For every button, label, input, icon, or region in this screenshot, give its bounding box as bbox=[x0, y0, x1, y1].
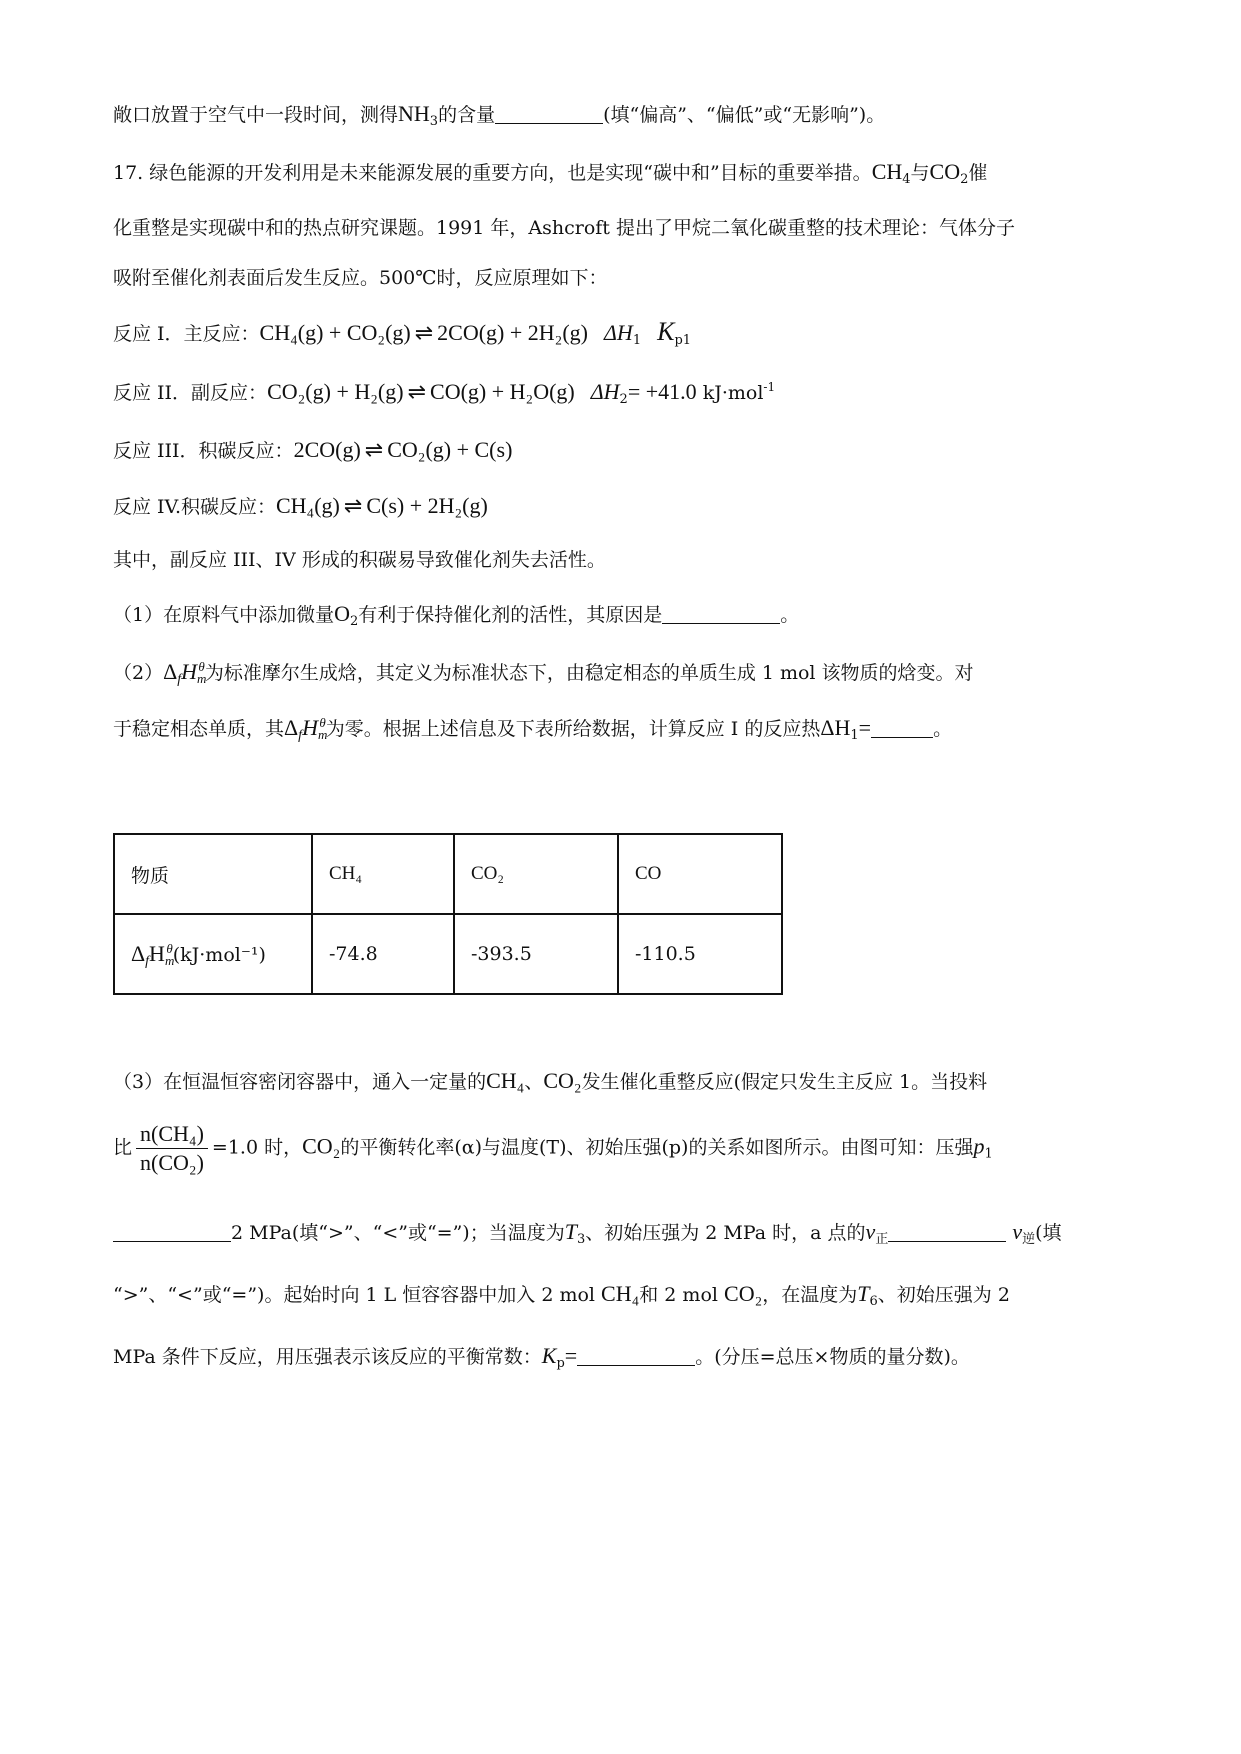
table-header-ch4: CH₄ bbox=[312, 834, 454, 914]
reaction-1: 反应 I．主反应：CH₄(g) + CO₂(g) ⇌ 2CO(g) + 2H₂(g) $\Delta H_1$ $K_{p1}$ bbox=[113, 317, 692, 348]
answer-blank[interactable] bbox=[495, 103, 603, 124]
answer-blank[interactable] bbox=[871, 717, 933, 738]
answer-blank[interactable] bbox=[577, 1345, 695, 1366]
answer-blank[interactable] bbox=[662, 603, 780, 624]
table-row-label: $\Delta_fH_m^\theta(kJ\cdot mol^{-1})$ bbox=[114, 914, 312, 994]
part-2-line-1: $(2)\Delta_fH_m^\theta$为标准摩尔生成焓，其定义为标准状态下，由稳定相态的单质生成 1 mol 该物质的焓变。对 bbox=[113, 659, 974, 687]
table-header-co: CO bbox=[618, 834, 782, 914]
part-3-line-1: （3）在恒温恒容密闭容器中，通入一定量的CH₄、CO₂发生催化重整反应(假定只发生主反应 1。当投料 bbox=[113, 1068, 988, 1093]
table-cell-ch4: -74.8 bbox=[312, 914, 454, 994]
reaction-4: 反应 IV.积碳反应：CH₄(g) ⇌ C(s) + 2H₂(g) bbox=[113, 493, 488, 519]
table-header-label: 物质 bbox=[114, 834, 312, 914]
part-3-line-4: “>”、“<”或“=”)。起始时向 1 L 恒容容器中加入 2 mol CH₄和 2 mol CO₂，在温度为$T_6$、初始压强为 2 bbox=[113, 1281, 1010, 1309]
part-2-line-2: 于稳定相态单质，其$\Delta_fH_m^\theta$为零。根据上述信息及下表所给数据，计算反应 I 的反应热$\Delta H_1=$ 。 bbox=[113, 715, 953, 743]
table-cell-co: -110.5 bbox=[618, 914, 782, 994]
table-row bbox=[114, 914, 782, 994]
table-row bbox=[114, 834, 782, 914]
reaction-3: 反应 III．积碳反应：2CO(g) ⇌ CO₂(g) + C(s) bbox=[113, 437, 513, 463]
enthalpy-table bbox=[113, 833, 783, 995]
intro-line: 敞口放置于空气中一段时间，测得$NH_3$的含量 (填“偏高”、“偏低”或“无影响”)。 bbox=[113, 101, 886, 129]
q17-line-1: 17. 绿色能源的开发利用是未来能源发展的重要方向，也是实现“碳中和”目标的重要举措。$CH_4$与$CO_2$催 bbox=[113, 159, 988, 187]
part-1: （1）在原料气中添加微量$O_2$有利于保持催化剂的活性，其原因是 。 bbox=[113, 601, 800, 629]
note-line: 其中，副反应 III、IV 形成的积碳易导致催化剂失去活性。 bbox=[113, 549, 606, 571]
q17-line-2: 化重整是实现碳中和的热点研究课题。1991 年，Ashcroft 提出了甲烷二氧化碳重整的技术理论：气体分子 bbox=[113, 217, 1015, 239]
part-3-line-2: 比 $\frac{\text{n(CH₄)}}{\text{n(CO₂)}}$ =1.0 时，CO₂的平衡转化率(α)与温度(T)、初始压强(p)的关系如图所示。由图可知：压强$p_1$ bbox=[113, 1121, 993, 1175]
answer-blank[interactable] bbox=[888, 1221, 1006, 1242]
ratio-fraction: $\frac{\text{n(CH₄)}}{\text{n(CO₂)}}$ bbox=[136, 1122, 208, 1175]
part-3-line-5: MPa 条件下反应，用压强表示该反应的平衡常数：$K_p=$ 。(分压=总压×物质的量分数)。 bbox=[113, 1343, 970, 1371]
table-header-co2: CO₂ bbox=[454, 834, 618, 914]
q17-line-3: 吸附至催化剂表面后发生反应。500℃时，反应原理如下： bbox=[113, 267, 608, 289]
table-cell-co2: -393.5 bbox=[454, 914, 618, 994]
part-3-line-3: 2 MPa(填“>”、“<”或“=”)；当温度为$T_3$、初始压强为 2 MPa 时，a 点的$v_正$ $v_逆$(填 bbox=[113, 1218, 1062, 1247]
answer-blank[interactable] bbox=[113, 1221, 231, 1242]
reaction-2: 反应 II．副反应：CO₂(g) + H₂(g) ⇌ CO(g) + H₂O(g) $\Delta H_2= +41.0$ kJ·mol$^{-1}$ bbox=[113, 379, 776, 407]
